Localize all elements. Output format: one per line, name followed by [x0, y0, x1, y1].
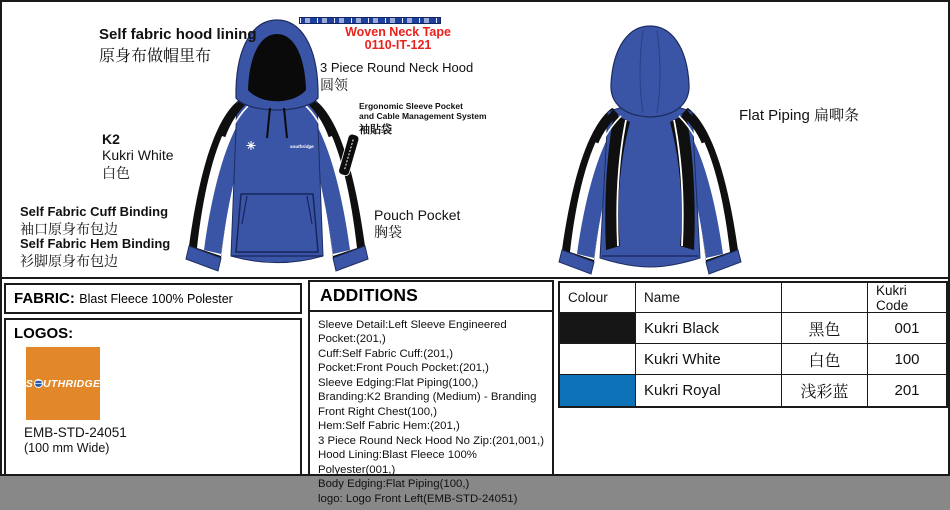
label-neck-hood-zh: 圆领 — [320, 77, 348, 93]
kukri-code: 201 — [894, 382, 920, 399]
chest-brand-text: southridge — [290, 144, 314, 149]
colour-table-header-code: Kukri Code — [868, 283, 946, 313]
colour-name: Kukri Royal — [636, 375, 782, 406]
logos-label: LOGOS: — [14, 325, 74, 342]
additions-line: Branding:K2 Branding (Medium) - Branding Front Right Chest(100,) — [318, 391, 537, 418]
additions-line: Hood Lining:Blast Fleece 100% Polyester(001,) — [318, 449, 477, 476]
colour-table-header-colour: Colour — [560, 283, 636, 313]
label-sleeve-pocket-zh: 袖貼袋 — [359, 124, 392, 136]
label-cuff-binding-en: Self Fabric Cuff Binding — [20, 204, 169, 219]
fabric-panel — [4, 283, 302, 314]
additions-line: Body Edging:Flat Piping(100,) — [318, 478, 470, 491]
label-branding-code: K2 — [102, 131, 120, 147]
logo-text-suffix: UTHRIDGE — [43, 377, 101, 390]
additions-list — [310, 312, 552, 510]
woven-neck-tape-swatch — [299, 17, 441, 24]
additions-line: Sleeve Detail:Left Sleeve Engineered Pocket:(201,) — [318, 319, 507, 346]
colour-table — [558, 281, 948, 408]
label-sleeve-pocket-line1: Ergonomic Sleeve Pocket — [359, 101, 463, 111]
label-hood-lining-zh: 原身布做帽里布 — [99, 48, 212, 65]
additions-line: 3 Piece Round Neck Hood No Zip:(201,001,) — [318, 434, 545, 447]
additions-line: Pocket:Front Pouch Pocket:(201,) — [318, 362, 489, 375]
southridge-logo — [26, 347, 100, 420]
additions-title: ADDITIONS — [310, 282, 552, 312]
colour-name-zh: 白色 — [782, 344, 868, 375]
hoodie-back-illustration — [550, 24, 750, 272]
fabric-value: Blast Fleece 100% Polester — [79, 292, 233, 306]
logo-text-prefix: S — [25, 377, 34, 390]
label-sleeve-pocket-line2: and Cable Management System — [359, 111, 487, 121]
label-woven-neck-tape-code: 0110-IT-121 — [364, 38, 432, 52]
kukri-code: 100 — [868, 344, 946, 375]
logos-panel — [4, 318, 302, 476]
label-hem-binding-zh: 衫脚原身布包边 — [20, 253, 118, 269]
additions-panel — [308, 280, 554, 505]
colour-name: Kukri White — [636, 344, 782, 375]
label-cuff-binding-zh: 袖口原身布包边 — [20, 221, 118, 237]
additions-line: Hem:Self Fabric Hem:(201,) — [318, 420, 460, 433]
swatch-kukri-black — [560, 313, 636, 344]
label-woven-neck-tape: Woven Neck Tape — [345, 25, 451, 39]
colour-name-zh: 浅彩蓝 — [782, 375, 868, 406]
additions-line: Cuff:Self Fabric Cuff:(201,) — [318, 347, 454, 360]
logo-size: (100 mm Wide) — [24, 441, 110, 455]
colour-name: Kukri Black — [636, 313, 782, 344]
label-hood-lining-en: Self fabric hood lining — [99, 26, 257, 43]
additions-line: Sleeve Edging:Flat Piping(100,) — [318, 376, 479, 389]
label-pouch-pocket-zh: 胸袋 — [374, 224, 402, 240]
label-neck-hood-en: 3 Piece Round Neck Hood — [320, 60, 474, 75]
label-pouch-pocket-en: Pouch Pocket — [374, 207, 461, 223]
swatch-kukri-royal — [560, 375, 636, 406]
swatch-kukri-white — [560, 344, 636, 375]
colour-table-header-name: Name — [636, 283, 782, 313]
kukri-code: 001 — [868, 313, 946, 344]
fabric-label: FABRIC: — [14, 290, 75, 307]
additions-line: logo: Logo Front Left(EMB-STD-24051) — [318, 492, 518, 505]
illustration-section — [2, 2, 948, 279]
label-hem-binding-en: Self Fabric Hem Binding — [20, 236, 171, 251]
label-branding-name: Kukri White — [102, 147, 174, 163]
colour-table-header-zh — [782, 283, 868, 313]
globe-icon — [34, 379, 43, 388]
logo-code: EMB-STD-24051 — [24, 425, 127, 440]
label-flat-piping: Flat Piping 扁唧条 — [739, 107, 860, 124]
colour-name-zh: 黑色 — [782, 313, 868, 344]
label-branding-zh: 白色 — [102, 165, 130, 181]
southridge-logo-text — [26, 378, 101, 390]
